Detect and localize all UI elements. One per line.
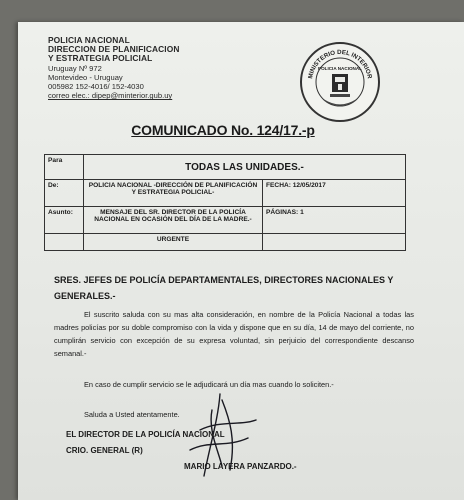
para-value: TODAS LAS UNIDADES.- bbox=[84, 155, 406, 180]
letterhead-phone: 005982 152-4016/ 152-4030 bbox=[48, 82, 144, 92]
letterhead bbox=[48, 36, 179, 100]
seal-text-top: MINISTERIO DEL INTERIOR bbox=[307, 48, 373, 80]
ministry-seal-icon bbox=[300, 42, 380, 122]
document-title: COMUNICADO No. 124/17.-p bbox=[131, 122, 315, 138]
body-paragraph-1: El suscrito saluda con su mas alta consideración, en nombre de la Policía Nacional a todas las madres policías por su doble compromiso con la vida y dispone que en su día, 14 de mayo del corriente, no cumplirán servicio con excepción de su expresa voluntad, sin perjuicio del correspondiente descanso semanal.- bbox=[54, 310, 414, 358]
letterhead-line-2: DIRECCION DE PLANIFICACION bbox=[48, 44, 180, 55]
fecha-label: FECHA: 12/05/2017 bbox=[263, 180, 406, 207]
signatory-title: EL DIRECTOR DE LA POLICÍA NACIONAL bbox=[66, 430, 225, 439]
signatory-name: MARIO LAYERA PANZARDO.- bbox=[184, 462, 297, 471]
letterhead-email: correo elec.: dipep@minterior.gub.uy bbox=[48, 91, 173, 101]
letterhead-line-3: Y ESTRATEGIA POLICIAL bbox=[48, 53, 153, 64]
body-paragraph-2: En caso de cumplir servicio se le adjudicará un día mas cuando lo soliciten.- bbox=[84, 380, 334, 389]
letterhead-city: Montevideo - Uruguay bbox=[48, 72, 123, 82]
urgente-right-cell bbox=[263, 234, 406, 251]
urgente-left-cell bbox=[45, 234, 84, 251]
closing-salutation: Saluda a Usted atentamente. bbox=[84, 410, 180, 419]
de-value: POLICIA NACIONAL -DIRECCIÓN DE PLANIFICACIÓN Y ESTRATEGIA POLICIAL- bbox=[84, 180, 263, 207]
de-label: De: bbox=[45, 180, 84, 207]
recipients-heading: SRES. JEFES DE POLICÍA DEPARTAMENTALES, DIRECTORES NACIONALES Y GENERALES.- bbox=[54, 275, 394, 301]
asunto-label: Asunto: bbox=[45, 207, 84, 234]
routing-table bbox=[44, 154, 406, 251]
letterhead-address: Uruguay Nº 972 bbox=[48, 63, 102, 73]
letterhead-line-1: POLICIA NACIONAL bbox=[48, 35, 130, 45]
paginas-label: PÁGINAS: 1 bbox=[263, 207, 406, 234]
urgente-label: URGENTE bbox=[84, 234, 263, 251]
asunto-value: MENSAJE DEL SR. DIRECTOR DE LA POLICÍA NACIONAL EN OCASIÓN DEL DÍA DE LA MADRE.- bbox=[84, 207, 263, 234]
para-label: Para bbox=[45, 155, 84, 180]
seal-text-mid: POLICIA NACIONAL bbox=[318, 66, 362, 71]
signatory-rank: CRIO. GENERAL (R) bbox=[66, 446, 143, 455]
